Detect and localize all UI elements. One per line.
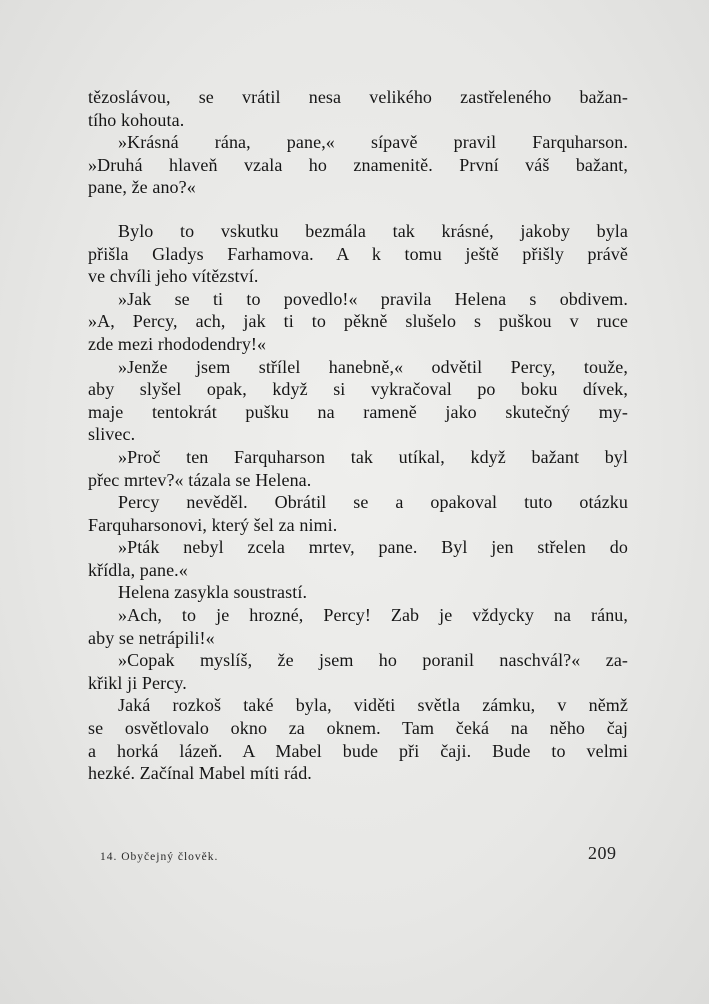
text-line: »A, Percy, ach, jak ti to pěkně slušelo s puškou v ruce [88,311,628,332]
paragraph [88,288,628,356]
printer-signature: 14. Obyčejný člověk. [100,851,219,863]
body-text [88,86,628,785]
paragraph [88,131,628,199]
text-line: křikl ji Percy. [88,672,187,693]
text-line: slivec. [88,424,136,445]
text-line: »Ach, to je hrozné, Percy! Zab je vždycky na ránu, [118,605,628,626]
text-line: tího kohouta. [88,109,185,130]
text-line: hezké. Začínal Mabel míti rád. [88,763,312,784]
paragraph [88,86,628,131]
text-line: »Druhá hlaveň vzala ho znamenitě. První váš bažant, [88,154,628,175]
text-line: »Pták nebyl zcela mrtev, pane. Byl jen střelen do [118,537,628,558]
paragraph [88,649,628,694]
text-line: aby se netrápili!« [88,627,215,648]
paragraph [88,491,628,536]
text-line: »Jak se ti to povedlo!« pravila Helena s obdivem. [118,288,628,309]
text-line: křídla, pane.« [88,559,188,580]
paragraph [88,220,628,288]
paragraph [88,581,628,604]
text-line: maje tentokrát pušku na rameně jako skutečný my- [88,401,628,422]
text-line: »Proč ten Farquharson tak utíkal, když bažant byl [118,446,628,467]
text-line: »Krásná rána, pane,« sípavě pravil Farquharson. [118,132,628,153]
text-line: Bylo to vskutku bezmála tak krásné, jakoby byla [118,220,628,241]
text-line: Farquharsonovi, který šel za nimi. [88,514,338,535]
paragraph-gap [88,199,628,220]
text-line: pane, že ano?« [88,177,196,198]
text-line: a horká lázeň. A Mabel bude při čaji. Bude to velmi [88,740,628,761]
text-line: »Jenže jsem střílel hanebně,« odvětil Percy, touže, [118,356,628,377]
text-line: přec mrtev?« tázala se Helena. [88,469,312,490]
paragraph [88,446,628,491]
text-line: aby slyšel opak, když si vykračoval po boku dívek, [88,379,628,400]
paragraph [88,604,628,649]
paragraph [88,694,628,784]
text-line: zde mezi rhododendry!« [88,333,267,354]
text-line: Percy nevěděl. Obrátil se a opakoval tuto otázku [118,492,628,513]
text-line: přišla Gladys Farhamova. A k tomu ještě přišly právě [88,243,628,264]
text-line: ve chvíli jeho vítězství. [88,266,259,287]
text-line: Jaká rozkoš také byla, viděti světla zámku, v němž [118,695,628,716]
text-line: tězoslávou, se vrátil nesa velikého zastřeleného bažan- [88,87,628,107]
text-line: »Copak myslíš, že jsem ho poranil naschvál?« za- [118,650,628,671]
paragraph [88,356,628,446]
page-number: 209 [588,843,617,863]
text-line: se osvětlovalo okno za oknem. Tam čeká na něho čaj [88,718,628,739]
text-line: Helena zasykla soustrastí. [118,582,308,603]
paragraph [88,536,628,581]
